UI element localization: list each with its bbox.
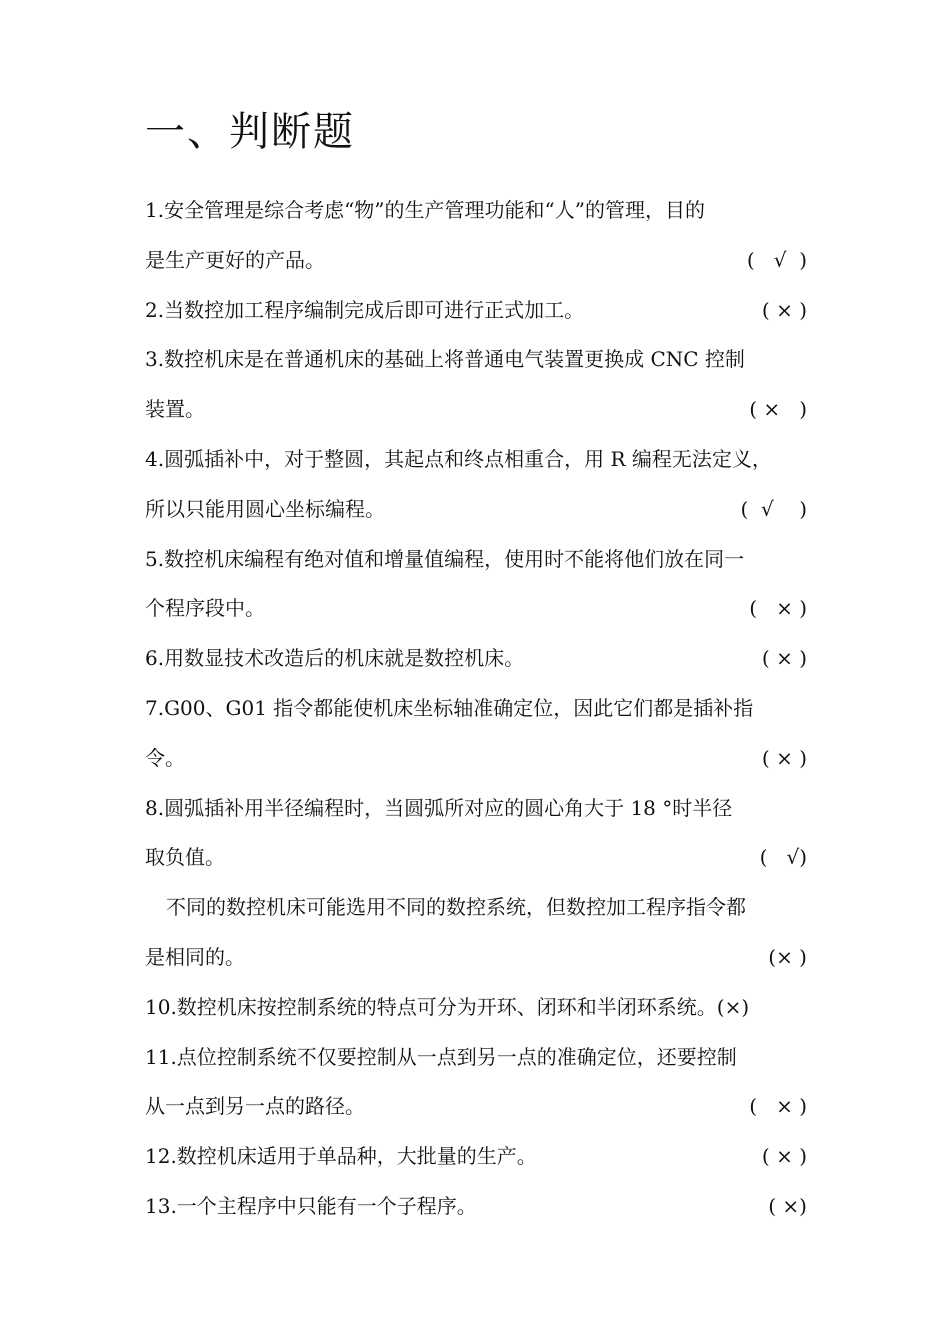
question-item	[145, 335, 807, 435]
question-line	[145, 485, 807, 535]
question-text: 是生产更好的产品。	[145, 247, 325, 272]
question-item	[145, 1132, 807, 1182]
answer-mark: (× )	[768, 944, 807, 969]
answer-mark: ( × )	[749, 1094, 807, 1119]
question-item	[145, 784, 807, 884]
question-list	[145, 186, 807, 1232]
question-text: 8.圆弧插补用半径编程时，当圆弧所对应的圆心角大于 18 °时半径	[145, 795, 733, 820]
question-item	[145, 1033, 807, 1133]
question-text: 5.数控机床编程有绝对值和增量值编程，使用时不能将他们放在同一	[145, 546, 745, 571]
question-item	[145, 435, 807, 535]
answer-mark: ( × )	[749, 397, 807, 422]
question-item	[145, 1182, 807, 1232]
question-line	[145, 983, 807, 1033]
answer-mark: ( × )	[761, 297, 807, 322]
answer-mark: ( √ )	[740, 496, 807, 521]
question-line	[145, 784, 807, 834]
question-item	[145, 684, 807, 784]
question-text: 从一点到另一点的路径。	[145, 1094, 365, 1119]
question-line	[145, 1033, 807, 1083]
question-text: 3.数控机床是在普通机床的基础上将普通电气装置更换成 CNC 控制	[145, 347, 745, 372]
question-line	[145, 684, 807, 734]
question-line	[145, 1132, 807, 1182]
question-text: 是相同的。	[145, 944, 245, 969]
question-text: 装置。	[145, 397, 205, 422]
question-text: 1.安全管理是综合考虑“物”的生产管理功能和“人”的管理，目的	[145, 198, 705, 222]
answer-mark: ( √ )	[746, 247, 807, 272]
question-item	[145, 883, 807, 983]
answer-mark: ( ×)	[768, 1193, 807, 1218]
question-text: 10.数控机床按控制系统的特点可分为开环、闭环和半闭环系统。(×)	[145, 994, 750, 1019]
question-line	[145, 933, 807, 983]
question-line	[145, 833, 807, 883]
question-line	[145, 435, 807, 485]
question-text: 取负值。	[145, 845, 225, 870]
question-text: 6.用数显技术改造后的机床就是数控机床。	[145, 646, 525, 671]
question-item	[145, 983, 807, 1033]
question-text: 12.数控机床适用于单品种，大批量的生产。	[145, 1144, 537, 1169]
question-text: 7.G00、G01 指令都能使机床坐标轴准确定位，因此它们都是插补指	[145, 695, 754, 720]
question-text: 所以只能用圆心坐标编程。	[145, 496, 385, 521]
question-text: 4.圆弧插补中，对于整圆，其起点和终点相重合，用 R 编程无法定义，	[145, 446, 772, 471]
question-line	[145, 634, 807, 684]
answer-mark: ( × )	[749, 596, 807, 621]
question-line	[145, 535, 807, 585]
question-line	[145, 236, 807, 286]
answer-mark: ( × )	[761, 745, 807, 770]
question-item	[145, 186, 807, 286]
question-text: 13.一个主程序中只能有一个子程序。	[145, 1193, 477, 1218]
question-line	[145, 1182, 807, 1232]
answer-mark: ( √)	[759, 845, 807, 870]
question-line	[145, 286, 807, 336]
question-item	[145, 286, 807, 336]
answer-mark: ( × )	[761, 646, 807, 671]
question-line	[145, 734, 807, 784]
page-title: 一、判断题	[145, 109, 355, 155]
question-line	[145, 186, 807, 236]
question-line	[145, 883, 807, 933]
answer-mark: ( × )	[761, 1144, 807, 1169]
question-line	[145, 1082, 807, 1132]
question-text: 令。	[145, 745, 185, 770]
question-item	[145, 634, 807, 684]
question-text: 个程序段中。	[145, 596, 265, 621]
question-text: 2.当数控加工程序编制完成后即可进行正式加工。	[145, 297, 585, 322]
question-line	[145, 335, 807, 385]
question-item	[145, 535, 807, 635]
question-text: 不同的数控机床可能选用不同的数控系统，但数控加工程序指令都	[166, 895, 746, 920]
question-line	[145, 385, 807, 435]
question-text: 11.点位控制系统不仅要控制从一点到另一点的准确定位，还要控制	[145, 1044, 737, 1069]
question-line	[145, 584, 807, 634]
